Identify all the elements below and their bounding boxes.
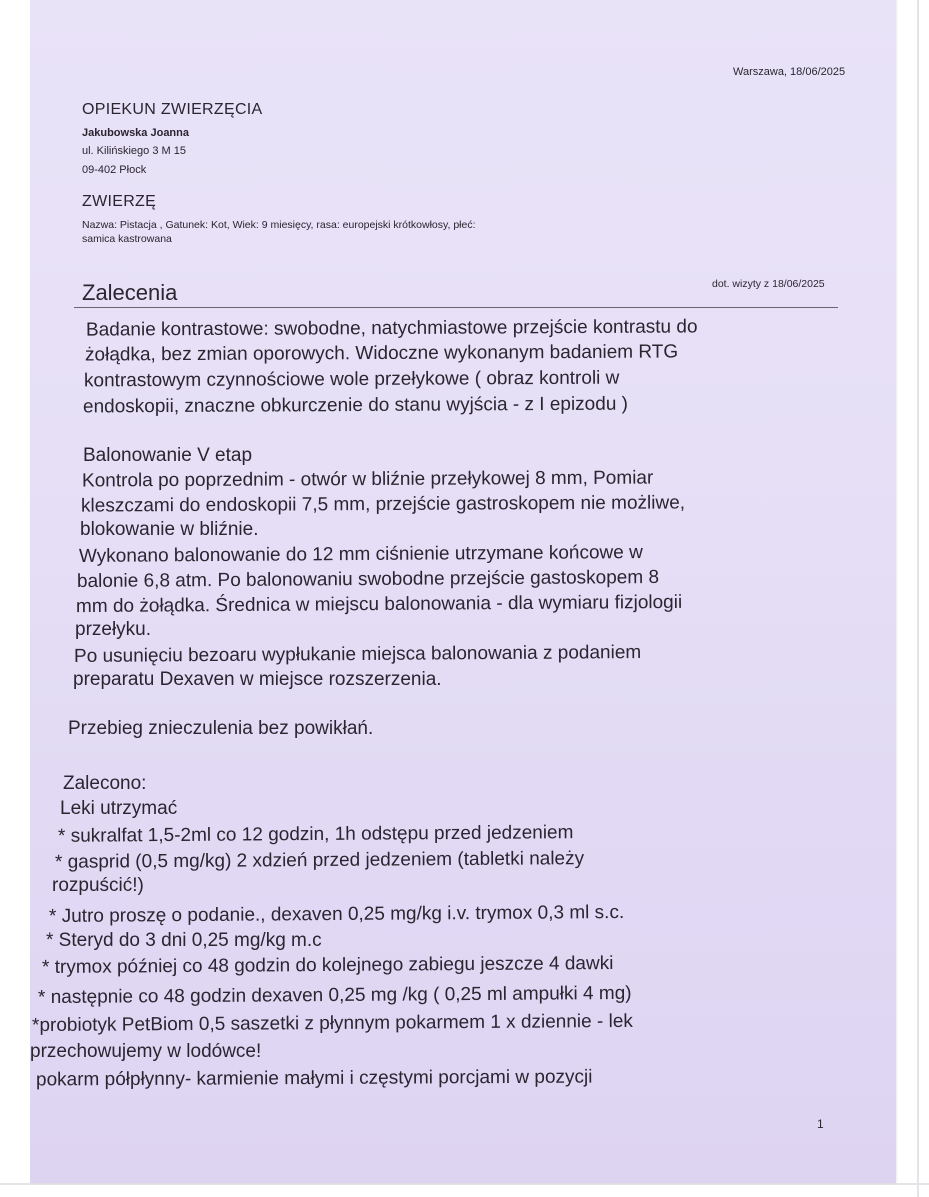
body-line: * Jutro proszę o podanie., dexaven 0,25 mg/kg i.v. trymox 0,3 ml s.c.	[48, 901, 625, 928]
body-line: blokowanie w bliźnie.	[80, 519, 259, 540]
body-line: * sukralfat 1,5-2ml co 12 godzin, 1h odstępu przed jedzeniem	[57, 822, 574, 847]
body-line: * Steryd do 3 dni 0,25 mg/kg m.c	[46, 930, 322, 951]
body-line: * następnie co 48 godzin dexaven 0,25 mg /kg ( 0,25 ml ampułki 4 mg)	[37, 982, 632, 1009]
section-divider	[74, 307, 838, 308]
body-line: Zalecono:	[63, 773, 147, 794]
owner-name: Jakubowska Joanna	[82, 127, 189, 139]
body-line: Wykonano balonowanie do 12 mm ciśnienie utrzymane końcowe w	[78, 542, 643, 567]
body-line: * gasprid (0,5 mg/kg) 2 xdzień przed jedzeniem (tabletki należy	[54, 848, 585, 873]
body-line: *probiotyk PetBiom 0,5 saszetki z płynnym pokarmem 1 x dziennie - lek	[31, 1010, 633, 1037]
body-line: Leki utrzymać	[60, 798, 178, 819]
body-line: balonie 6,8 atm. Po balonowaniu swobodne przejście gastoskopem 8	[76, 566, 660, 593]
body-line: przechowujemy w lodówce!	[30, 1041, 262, 1062]
document-date: Warszawa, 18/06/2025	[733, 66, 846, 78]
body-line: rozpuścić!)	[52, 875, 144, 896]
body-line: mm do żołądka. Średnica w miejscu balonowania - dla wymiaru fizjologii	[75, 591, 683, 618]
body-line: Po usunięciu bezoaru wypłukanie miejsca balonowania z podaniem	[73, 642, 642, 667]
body-line: endoskopii, znaczne obkurczenie do stanu wyjścia - z I epizodu )	[82, 393, 629, 418]
body-line: preparatu Dexaven w miejsce rozszerzenia.	[73, 669, 442, 690]
animal-details-line-1: Nazwa: Pistacja , Gatunek: Kot, Wiek: 9 miesięcy, rasa: europejski krótkowłosy, płeć:	[82, 219, 476, 231]
viewer-right-border	[917, 0, 919, 1197]
owner-street: ul. Kilińskiego 3 M 15	[82, 145, 186, 157]
body-line: kleszczami do endoskopii 7,5 mm, przejście gastroskopem nie możliwe,	[80, 492, 686, 517]
owner-city: 09-402 Płock	[82, 164, 147, 176]
page-number: 1	[817, 1117, 824, 1131]
body-line: Przebieg znieczulenia bez powikłań.	[68, 718, 374, 739]
body-line: * trymox później co 48 godzin do kolejnego zabiegu jeszcze 4 dawki	[41, 953, 614, 978]
body-line: przełyku.	[75, 619, 152, 640]
body-line: Badanie kontrastowe: swobodne, natychmiastowe przejście kontrastu do	[85, 316, 698, 341]
owner-section-title: OPIEKUN ZWIERZĘCIA	[82, 101, 263, 118]
body-line: Kontrola po poprzednim - otwór w bliźnie przełykowej 8 mm, Pomiar	[81, 467, 654, 492]
body-line: Balonowanie V etap	[83, 445, 253, 466]
animal-details-line-2: samica kastrowana	[82, 233, 172, 245]
body-line: pokarm półpłynny- karmienie małymi i częstymi porcjami w pozycji	[35, 1066, 593, 1091]
animal-section-title: ZWIERZĘ	[82, 193, 157, 210]
body-line: żołądka, bez zmian oporowych. Widoczne wykonanym badaniem RTG	[84, 341, 679, 366]
recommendations-title: Zalecenia	[82, 280, 178, 305]
visit-reference: dot. wizyty z 18/06/2025	[712, 278, 825, 290]
body-line: kontrastowym czynnościowe wole przełykowe ( obraz kontroli w	[83, 367, 620, 392]
viewer-bottom-border	[0, 1183, 929, 1185]
